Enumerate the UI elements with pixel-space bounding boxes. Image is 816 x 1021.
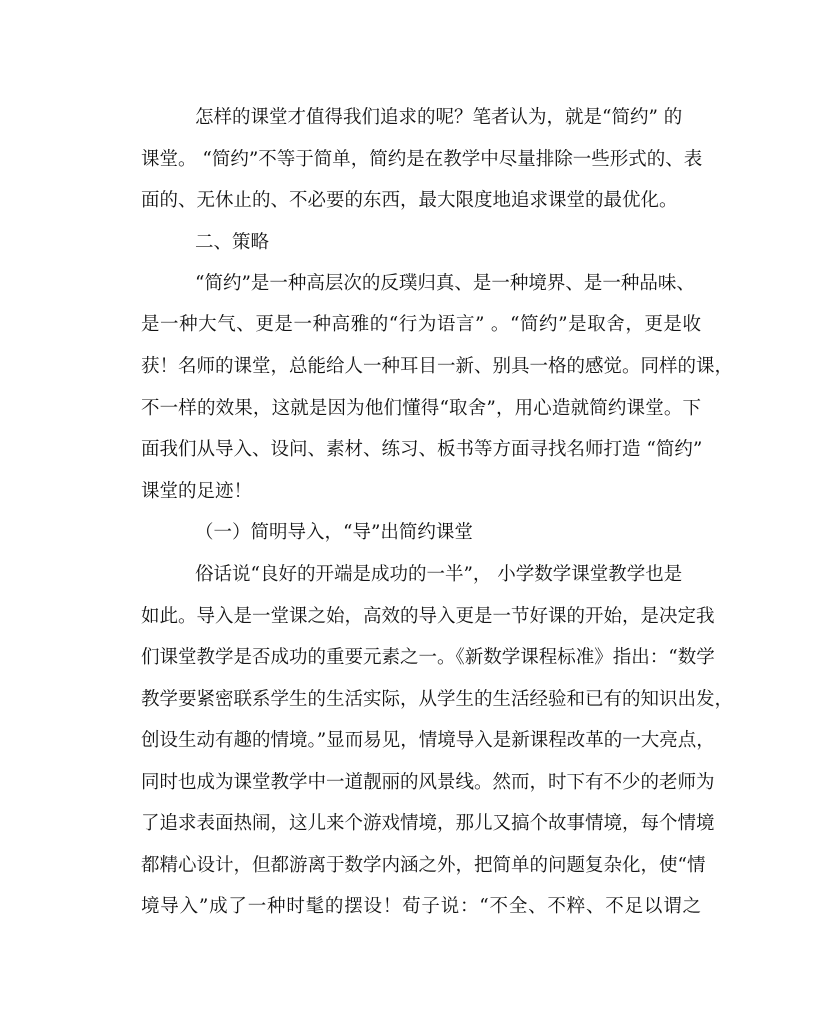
paragraph-line-8: 不一样的效果，这就是因为他们懂得“取舍”，用心造就简约课堂。下 bbox=[141, 398, 701, 419]
paragraph-line-17: 同时也成为课堂教学中一道靓丽的风景线。然而，时下有不少的老师为 bbox=[141, 772, 715, 793]
paragraph-line-5: “简约”是一种高层次的反璞归真、是一种境界、是一种品味、 bbox=[195, 273, 695, 294]
paragraph-line-14: 们课堂教学是否成功的重要元素之一。《新数学课程标准》指出：“数学 bbox=[141, 647, 715, 668]
subsection-heading: （一）简明导入，“导”出简约课堂 bbox=[195, 522, 473, 543]
paragraph-line-10: 课堂的足迹！ bbox=[141, 481, 253, 502]
paragraph-line-15: 教学要紧密联系学生的生活实际，从学生的生活经验和已有的知识出发， bbox=[141, 689, 734, 710]
paragraph-line-1: 怎样的课堂才值得我们追求的呢？笔者认为，就是“简约” 的 bbox=[195, 107, 683, 128]
paragraph-line-7: 获！名师的课堂，总能给人一种耳目一新、别具一格的感觉。同样的课， bbox=[141, 356, 734, 377]
paragraph-line-20: 境导入”成了一种时髦的摆设！荀子说：“不全、不粹、不足以谓之 bbox=[141, 896, 701, 917]
paragraph-line-2: 课堂。 “简约”不等于简单，简约是在教学中尽量排除一些形式的、表 bbox=[141, 149, 703, 170]
paragraph-line-16: 创设生动有趣的情境。”显而易见，情境导入是新课程改革的一大亮点， bbox=[141, 730, 715, 751]
paragraph-line-3: 面的、无休止的、不必要的东西，最大限度地追求课堂的最优化。 bbox=[141, 190, 678, 211]
paragraph-line-12: 俗话说“良好的开端是成功的一半”， 小学数学课堂教学也是 bbox=[195, 564, 683, 585]
paragraph-line-19: 都精心设计，但都游离于数学内涵之外，把简单的问题复杂化，使“情 bbox=[141, 855, 706, 876]
paragraph-line-6: 是一种大气、更是一种高雅的“行为语言” 。“简约”是取舍，更是收 bbox=[141, 314, 701, 335]
paragraph-line-13: 如此。导入是一堂课之始，高效的导入更是一节好课的开始，是决定我 bbox=[141, 606, 715, 627]
section-heading-strategy: 二、策略 bbox=[195, 232, 270, 253]
paragraph-line-9: 面我们从导入、设问、素材、练习、板书等方面寻找名师打造 “简约” bbox=[141, 439, 703, 460]
paragraph-line-18: 了追求表面热闹，这儿来个游戏情境，那儿又搞个故事情境，每个情境 bbox=[141, 813, 715, 834]
